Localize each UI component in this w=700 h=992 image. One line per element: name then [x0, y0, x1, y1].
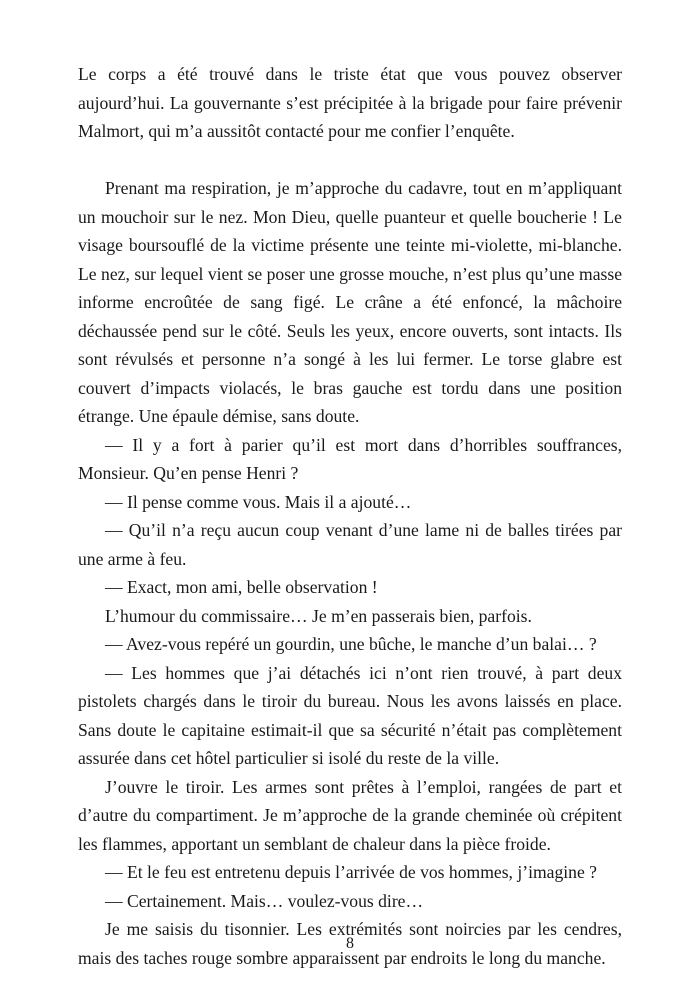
- paragraph: L’humour du commissaire… Je m’en passerais bien, parfois.: [105, 605, 532, 626]
- dialogue-line: — Il pense comme vous. Mais il a ajouté…: [105, 491, 412, 512]
- dialogue-line: — Certainement. Mais… voulez-vous dire…: [105, 890, 424, 911]
- dialogue-line: — Les hommes que j’ai détachés ici n’ont rien trouvé, à part deux pistolets chargés dans le tiroir du bureau. Nous les avons laissés en place. Sans doute le capitaine estimait-il que sa sécurité n’était pas complètement assurée dans cet hôtel particulier si isolé du reste de la ville.: [78, 662, 622, 768]
- page-body: [78, 60, 622, 972]
- page-number: 8: [346, 935, 354, 952]
- paragraph: Le corps a été trouvé dans le triste état que vous pouvez observer aujourd’hui. La gouvernante s’est précipitée à la brigade pour faire prévenir Malmort, qui m’a aussitôt contacté pour me confier l’enquête.: [78, 64, 622, 141]
- section-gap: [78, 146, 622, 175]
- paragraph: Je me saisis du tisonnier. Les extrémités sont noircies par les cendres, mais des taches rouge sombre apparaissent par endroits le long du manche.: [78, 919, 622, 968]
- dialogue-line: — Exact, mon ami, belle observation !: [105, 577, 378, 597]
- dialogue-line: — Avez-vous repéré un gourdin, une bûche, le manche d’un balai… ?: [105, 634, 597, 654]
- dialogue-line: — Et le feu est entretenu depuis l’arrivée de vos hommes, j’imagine ?: [105, 862, 597, 882]
- dialogue-line: — Qu’il n’a reçu aucun coup venant d’une lame ni de balles tirées par une arme à feu.: [78, 520, 622, 569]
- paragraph: J’ouvre le tiroir. Les armes sont prêtes à l’emploi, rangées de part et d’autre du compartiment. Je m’approche de la grande cheminée où crépitent les flammes, apportant un semblant de chaleur dans la pièce froide.: [78, 776, 622, 854]
- paragraph: Prenant ma respiration, je m’approche du cadavre, tout en m’appliquant un mouchoir sur le nez. Mon Dieu, quelle puanteur et quelle boucherie ! Le visage boursouflé de la victime présente une teinte mi-violette, mi-blanche. Le nez, sur lequel vient se poser une grosse mouche, n’est plus qu’une masse informe encroûtée de sang figé. Le crâne a été enfoncé, la mâchoire déchaussée pend sur le côté. Seuls les yeux, encore ouverts, sont intacts. Ils sont révulsés et personne n’a songé à les lui fermer. Le torse glabre est couvert d’impacts violacés, le bras gauche est tordu dans une position étrange. Une épaule démise, sans doute.: [78, 178, 622, 426]
- dialogue-line: — Il y a fort à parier qu’il est mort dans d’horribles souffrances, Monsieur. Qu’en pense Henri ?: [78, 434, 622, 483]
